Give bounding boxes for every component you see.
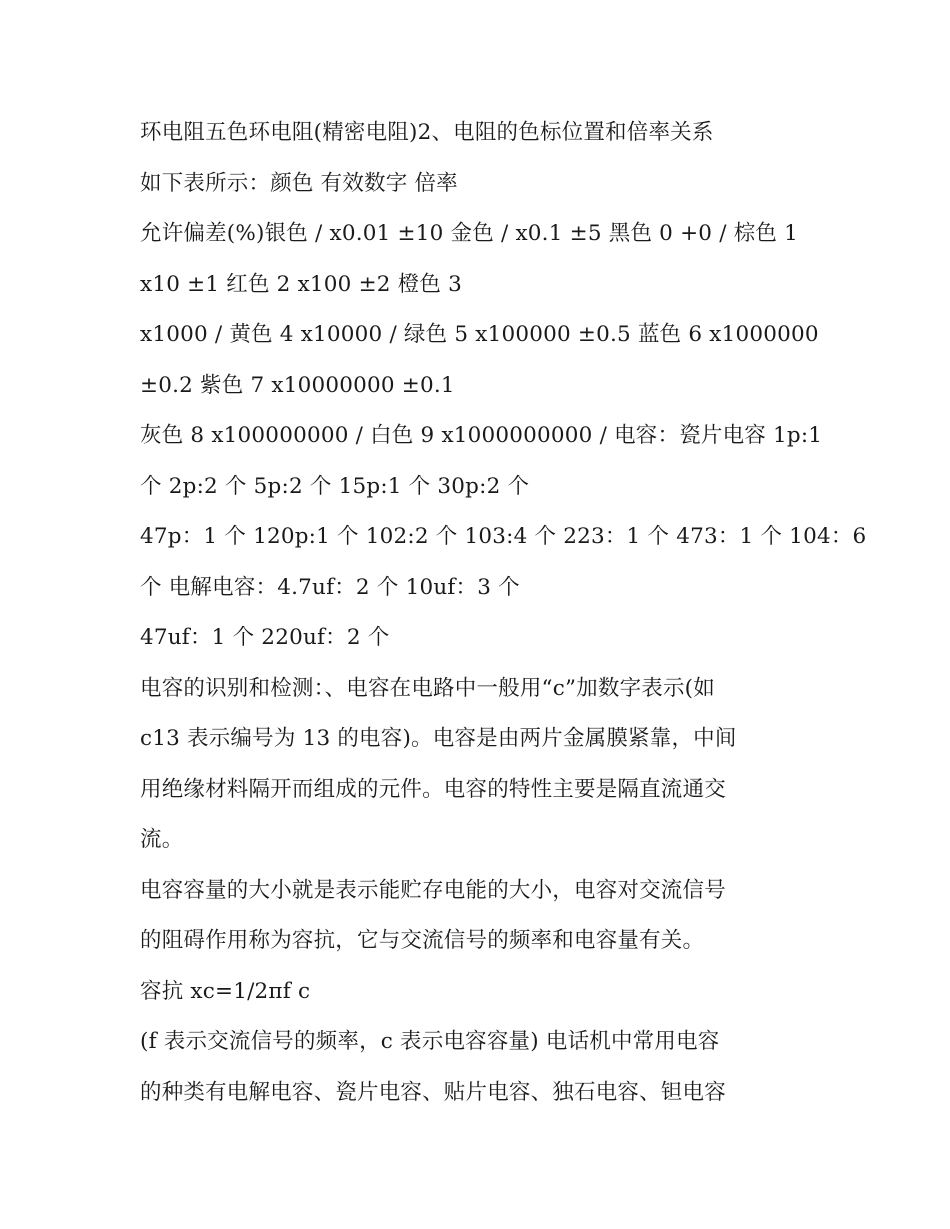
- text-line: 47p：1 个 120p:1 个 102:2 个 103:4 个 223：1 个 473：1 个 104：6: [140, 524, 867, 549]
- text-line: x10 ±1 红色 2 x100 ±2 橙色 3: [140, 271, 463, 297]
- text-line: 的种类有电解电容、瓷片电容、贴片电容、独石电容、钽电容: [140, 1079, 726, 1105]
- text-line: 允许偏差(%)银色 / x0.01 ±10 金色 / x0.1 ±5 黑色 0 +0 / 棕色 1: [140, 221, 799, 246]
- text-line: 环电阻五色环电阻(精密电阻)2、电阻的色标位置和倍率关系: [140, 120, 714, 145]
- text-line: 电容的识别和检测：、电容在电路中一般用“c”加数字表示(如: [140, 675, 715, 701]
- text-line: ±0.2 紫色 7 x10000000 ±0.1: [140, 372, 455, 398]
- text-line: 的阻碍作用称为容抗，它与交流信号的频率和电容量有关。: [140, 928, 705, 953]
- text-line: 流。: [140, 827, 184, 852]
- text-line: 47uf：1 个 220uf：2 个: [140, 625, 390, 650]
- text-line: 容抗 xc=1/2πf c: [140, 978, 311, 1004]
- text-line: 灰色 8 x100000000 / 白色 9 x1000000000 / 电容：瓷片电容 1p:1: [140, 423, 823, 448]
- text-line: (f 表示交流信号的频率，c 表示电容容量) 电话机中常用电容: [140, 1029, 720, 1054]
- text-line: 个 2p:2 个 5p:2 个 15p:1 个 30p:2 个: [140, 473, 530, 499]
- text-line: 用绝缘材料隔开而组成的元件。电容的特性主要是隔直流通交: [140, 776, 726, 802]
- text-line: 如下表所示：颜色 有效数字 倍率: [140, 170, 458, 196]
- text-line: 电容容量的大小就是表示能贮存电能的大小，电容对交流信号: [140, 877, 726, 903]
- text-line: 个 电解电容：4.7uf：2 个 10uf：3 个: [140, 574, 520, 600]
- document-body: [140, 108, 867, 1118]
- text-line: x1000 / 黄色 4 x10000 / 绿色 5 x100000 ±0.5 蓝色 6 x1000000: [140, 322, 819, 347]
- text-line: c13 表示编号为 13 的电容)。电容是由两片金属膜紧靠，中间: [140, 726, 737, 751]
